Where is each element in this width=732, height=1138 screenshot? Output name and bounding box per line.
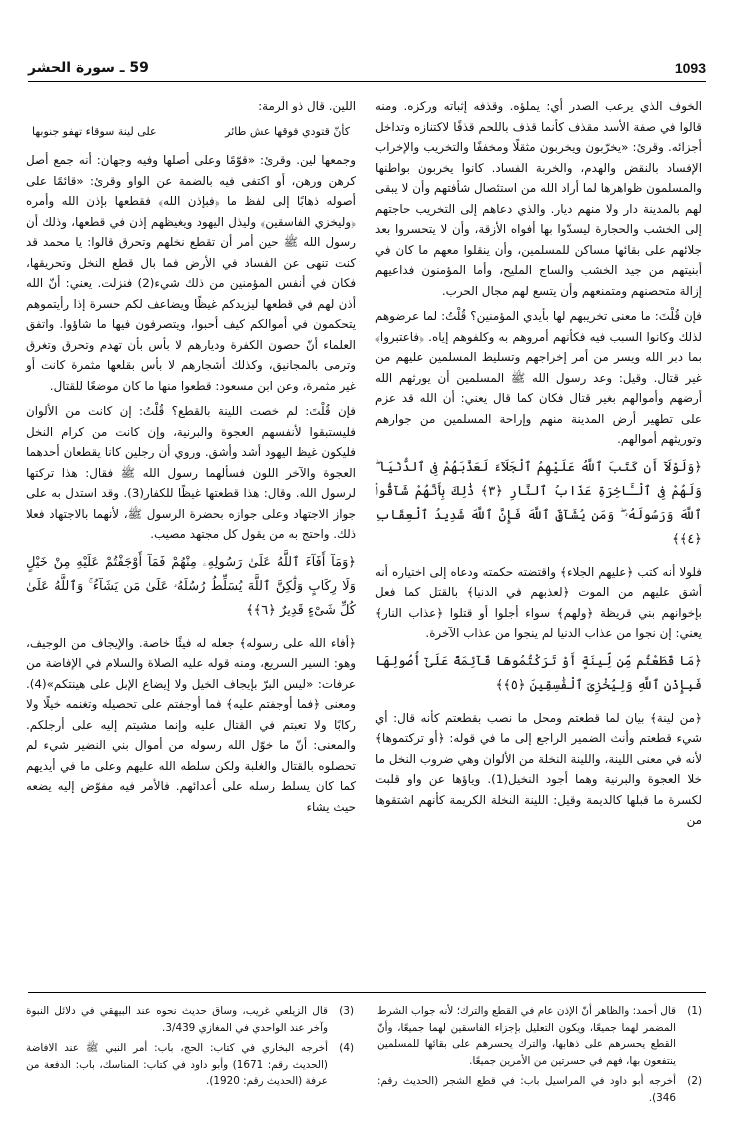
- paragraph: فإن قُلْتَ: ما معنى تخريبهم لها بأيدي المؤمنين؟ قُلْتُ: لما عرضوهم لذلك وكانوا السبب فيه فكأنهم أمروهم به وكلفوهم إياه. ﴿فاعتبروا﴾ بما دبر الله ويسر من أمر إخراجهم وتسليط المسلمين عليهم من غير قتال. وقيل: وعد رسول الله ﷺ المسلمين أن يورثهم الله أرضهم وأموالهم بغير قتال فكان كما قال يعني: أن الله قد عزم على تطهير أرض المدينة منهم وإراحة المسلمين من جوارهم وتوريثهم أموالهم.: [375, 309, 702, 446]
- footnote-number: (3): [339, 1005, 354, 1017]
- footnote: [26, 1040, 354, 1090]
- paragraph: وجمعها لين. وقرئ: «قوّمًا وعلى أصلها وفيه وجهان: أنه جمع أصل كرهن ورهن، أو اكتفى فيه بالضمة عن الواو وقرئ: «قائمًا على أصوله ذهابًا إلى لفظ ما ﴿فبإذن الله﴾ فقطعها بإذن الله وأمره ﴿وليخزي الفاسقين﴾ وليذل اليهود ويغيظهم إذن في قطعها، وذلك أن رسول الله ﷺ حين أمر أن تقطع نخلهم وتحرق قالوا: يا محمد قد كنت تنهى عن الفساد في الأرض فما بال قطع النخل وتحريقها، فكان في أنفس المؤمنين من ذلك شيء(2) فنزلت. يعني: أنّ الله أذن لهم في قطعها ليزيدكم غيظًا ويضاعف لكم حسرة إذا رأيتموهم يتحكمون في أموالكم كيف أحبوا، ويتصرفون فيها ما شاؤوا. واتفق العلماء أنّ حصون الكفرة وديارهم لا بأس بأن تهدم وتحرق وتغرق وترمى بالمجانيق، وكذلك أشجارهم لا بأس بقلعها مثمرة كانت أو غير مثمرة، وعن ابن مسعود: قطعوا منها ما كان موضعًا للقتال.: [26, 153, 357, 393]
- footnote-rule: [28, 992, 706, 993]
- footnotes-right: [377, 1003, 702, 1110]
- paragraph: الخوف الذي يرعب الصدر أي: يملؤه. وقذفه إثباته وركزه. ومنه قالوا في صفة الأسد مقذف كأنما قذف باللحم قذفًا لاكتنازه وتداخل أجزائه. وقرئ: «يخرّبون ويخربون مثقلًا ومخففًا والتخريب والإخراب الإفساد بالنقض والهدم، والخربة الفساد. كانوا يخربون بواطنها والمسلمون ظواهرها لما أراد الله من استئصال شأفتهم وأن لا يبقى لهم بالمدينة دار ولا منهم ديار. والذي دعاهم إلى التخريب حاجتهم إلى الخشب والحجارة ليسدّوا بها أفواه الأزقة، وأن لا يتحسروا بعد جلائهم على بقائها مساكن للمسلمين، وأن ينقلوا معهم ما كان في أبنيتهم من جيد الخشب والساج المليح، وأما المؤمنون فداعيهم إزالة متحصنهم ومتمنعهم وأن يتسع لهم مجال الحرب.: [375, 99, 702, 298]
- footnote: [377, 1003, 702, 1069]
- page-number: 1093: [674, 60, 706, 76]
- paragraph: اللين. قال ذو الرمة:: [258, 99, 356, 113]
- footnotes-left: [26, 1003, 354, 1094]
- paragraph: فإن قُلْتَ: لم خصت اللينة بالقطع؟ قُلْتُ: إن كانت من الألوان فليستبقوا لأنفسهم العجوة والبرنية، وإن كانت من كرام النخل فليكون غيظ اليهود أشد وأشق. وروي أن رجلين كانا يقطعان أحدهما العجوة والآخر اللون فسألهما رسول الله ﷺ فقال: هذا تركتها لرسول الله. وقال: هذا قطعتها غيظًا للكفار(3). وقد استدل به على جواز الاجتهاد وعلى جوازه بحضرة الرسول ﷺ، لأنهما بالاجتهاد فعلا ذلك. واحتج به من يقول كل مجتهد مصيب.: [26, 404, 356, 541]
- paragraph: فلولا أنه كتب ﴿عليهم الجلاء﴾ واقتضته حكمته ودعاه إلى اختياره أنه أشق عليهم من الموت ﴿لعذبهم في الدنيا﴾ بالقتل كما فعل بإخوانهم بني قريظة ﴿ولهم﴾ سواء أجلوا أو قتلوا ﴿عذاب النار﴾ يعني: إن نجوا من عذاب الدنيا لم ينجوا من عذاب الآخرة.: [375, 564, 702, 640]
- left-column: [26, 96, 356, 822]
- quran-verse: ﴿وَلَوْلَآ أَن كَتَبَ ٱللَّهُ عَلَيْهِمُ ٱلْجَلَآءَ لَعَذَّبَهُمْ فِى ٱلدُّنْيَا ۖ وَلَهُمْ فِى ٱلْـَٔاخِرَةِ عَذَابُ ٱلنَّارِ ﴿٣﴾ ذَٰلِكَ بِأَنَّهُمْ شَآقُّوا۟ ٱللَّهَ وَرَسُولَهُۥ ۖ وَمَن يُشَآقِّ ٱللَّهَ فَإِنَّ ٱللَّهَ شَدِيدُ ٱلْعِقَابِ ﴿٤﴾﴾: [375, 459, 702, 547]
- poem-hemistich: كأنّ قتودي فوقها عش طائر: [225, 124, 350, 138]
- footnote-text: أخرجه البخاري في كتاب: الحج، باب: أمر النبي ﷺ عند الافاضة (الحديث رقم: 1671) وأبو داود في كتاب: المناسك، باب: الدفعة من عرفة (الحديث رقم: 1920).: [26, 1042, 328, 1087]
- footnote-number: (1): [687, 1005, 702, 1017]
- quran-verse: ﴿وَمَآ أَفَآءَ ٱللَّهُ عَلَىٰ رَسُولِهِۦ مِنْهُمْ فَمَآ أَوْجَفْتُمْ عَلَيْهِ مِنْ خَيْلٍ وَلَا رِكَابٍ وَلَٰكِنَّ ٱللَّهَ يُسَلِّطُ رُسُلَهُۥ عَلَىٰ مَن يَشَآءُ ۚ وَٱللَّهُ عَلَىٰ كُلِّ شَىْءٍ قَدِيرٌ ﴿٦﴾﴾: [26, 554, 356, 618]
- poem-verse: [26, 122, 356, 143]
- footnote-number: (4): [339, 1042, 354, 1054]
- footnote: [377, 1073, 702, 1106]
- footnote: [26, 1003, 354, 1036]
- header-rule: [28, 81, 706, 82]
- poem-hemistich: على لينة سوقاء تهفو جنوبها: [32, 124, 157, 138]
- paragraph: ﴿أفاء الله على رسوله﴾ جعله له فيئًا خاصة. والإيجاف من الوجيف، وهو: السير السريع، ومنه قوله عليه الصلاة والسلام في الإفاضة من عرفات: «ليس البرّ بإيجاف الخيل ولا إيضاع الإبل على هينتكم»(4). ومعنى ﴿فما أوجفتم عليه﴾ فما أوجفتم على تحصيله وتغنمه خيلًا ولا ركابًا ولا تعبتم في القتال عليه وإنما مشيتم إليه على أرجلكم. والمعنى: أنّ ما خوّل الله رسوله من أموال بني النضير شيء لم تحصلوه بالقتال والغلبة ولكن سلطه الله عليهم وعلى ما في أيديهم كما كان يسلط رسله على أعدائهم. فالأمر فيه مفوّض إليه يضعه حيث يشاء: [26, 635, 356, 814]
- surah-title: 59 ـ سورة الحشر: [28, 60, 149, 76]
- right-column: [375, 96, 702, 836]
- footnote-text: أخرجه أبو داود في المراسيل باب: في قطع الشجر (الحديث رقم: 346).: [377, 1075, 676, 1104]
- footnote-number: (2): [687, 1075, 702, 1087]
- paragraph: ﴿من لينة﴾ بيان لما قطعتم ومحل ما نصب بقطعتم كأنه قال: أي شيء قطعتم وأنث الضمير الراجع إلى ما في قوله: ﴿أو تركتموها﴾ لأنه في معنى اللينة، واللينة النخلة من الألوان وهي ضروب النخل ما خلا العجوة والبرنية وهما أجود النخيل(1). وياؤها عن واو قلبت لكسرة ما قبلها كالديمة وقيل: اللينة النخلة الكريمة كأنهم اشتقوها من: [375, 710, 702, 827]
- page-header: [28, 58, 706, 82]
- quran-verse: ﴿مَا قَطَعْتُم مِّن لِّينَةٍ أَوْ تَرَكْتُمُوهَا قَآئِمَةً عَلَىٰٓ أُصُولِهَا فَبِإِذْنِ ٱللَّهِ وَلِيُخْزِىَ ٱلْفَٰسِقِينَ ﴿٥﴾﴾: [375, 653, 702, 693]
- footnote-text: قال أحمد: والظاهر أنّ الإذن عام في القطع والترك؛ لأنه جواب الشرط المضمر لهما جميعًا، ويكون التعليل بإجزاء الفاسقين لهما جميعًا، وأنّ القطع يحسرهم على ذهابها، والترك يحسرهم على بقائها للمسلمين ينتفعون بها، فهم في حسرتين من الأمرين جميعًا.: [377, 1005, 676, 1067]
- footnote-text: قال الزيلعي غريب، وساق حديث نحوه عند البيهقي في دلائل النبوة وآخر عند الواحدي في المغازي 3/439.: [26, 1005, 328, 1034]
